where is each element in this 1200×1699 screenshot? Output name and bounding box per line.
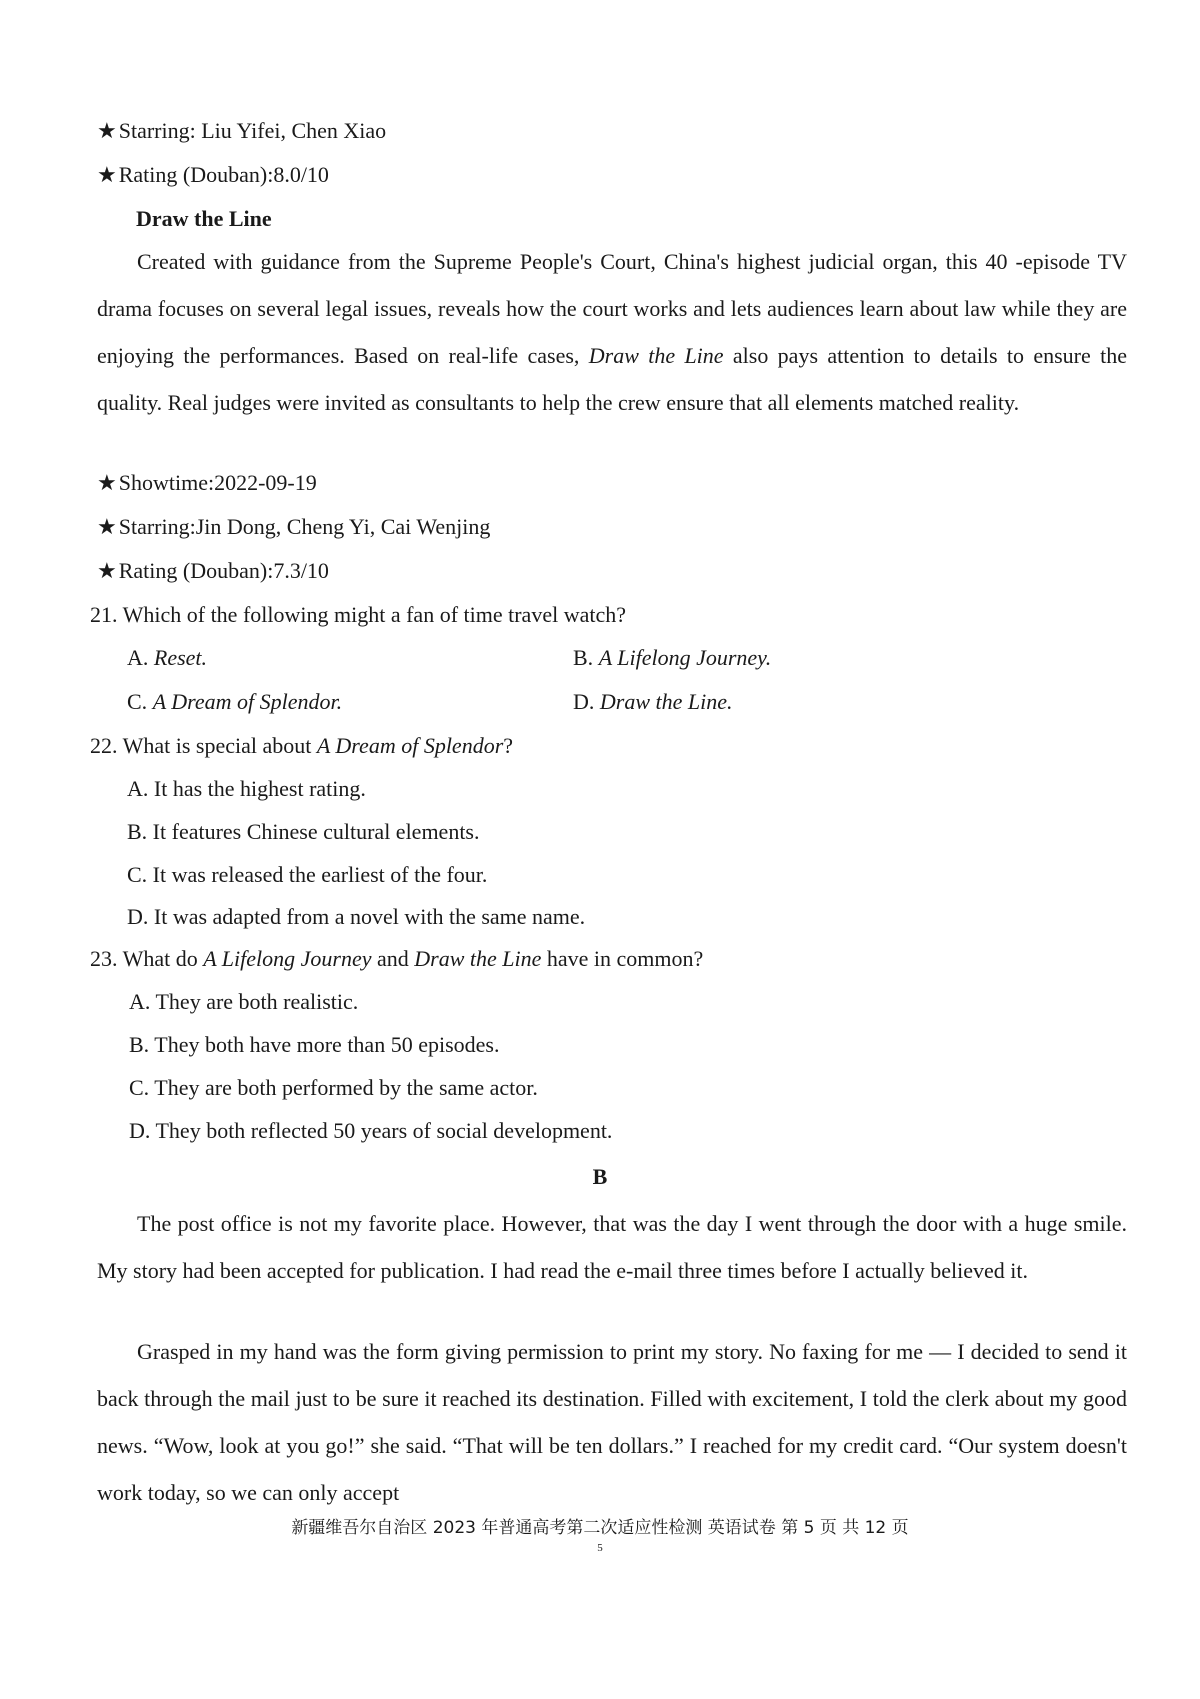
- question-22-option-a: A. It has the highest rating.: [127, 776, 366, 801]
- section-b-label: B: [592, 1164, 608, 1189]
- question-21-option-a: A. Reset.: [127, 645, 208, 670]
- question-21-option-c: C. A Dream of Splendor.: [127, 689, 343, 714]
- question-23-option-b: B. They both have more than 50 episodes.: [129, 1032, 500, 1057]
- question-23-option-c: C. They are both performed by the same actor.: [129, 1075, 538, 1100]
- draw-the-line-description: Created with guidance from the Supreme People's Court, China's highest judicial organ, this 40 -episode TV drama focuses on several legal issues, reveals how the court works and lets audiences learn about law while they are enjoying the performances. Based on real-life cases, Draw the Line also pays attention to details to ensure the quality. Real judges were invited as consultants to help the crew ensure that all elements matched reality.: [97, 249, 1127, 415]
- rating-line-2: ★ Rating (Douban):7.3/10: [97, 556, 1127, 586]
- question-21-option-d: D. Draw the Line.: [573, 689, 733, 714]
- section-title-draw-the-line: Draw the Line: [136, 206, 272, 231]
- question-21-option-b: B. A Lifelong Journey.: [573, 645, 772, 670]
- question-22-stem: 22. What is special about A Dream of Splendor?: [90, 733, 514, 758]
- page-footer: 新疆维吾尔自治区 2023 年普通高考第二次适应性检测 英语试卷 第 5 页 共 12 页: [291, 1518, 909, 1538]
- section-b-paragraph-2: Grasped in my hand was the form giving permission to print my story. No faxing for me — I decided to send it back through the mail just to be sure it reached its destination. Filled with excitement, I told the clerk about my good news. “Wow, look at you go!” she said. “That will be ten dollars.” I reached for my credit card. “Our system doesn't work today, so we can only accept: [97, 1339, 1127, 1505]
- question-22-option-c: C. It was released the earliest of the four.: [127, 862, 488, 887]
- starring-line-2: ★ Starring:Jin Dong, Cheng Yi, Cai Wenjing: [97, 512, 1127, 542]
- showtime-line: ★ Showtime:2022-09-19: [97, 468, 1127, 498]
- question-23-stem: 23. What do A Lifelong Journey and Draw the Line have in common?: [90, 946, 704, 971]
- question-22-option-b: B. It features Chinese cultural elements.: [127, 819, 480, 844]
- question-21-stem: 21. Which of the following might a fan of time travel watch?: [90, 602, 626, 627]
- section-b-paragraph-1: The post office is not my favorite place. However, that was the day I went through the door with a huge smile. My story had been accepted for publication. I had read the e-mail three times before I actually believed it.: [97, 1211, 1127, 1283]
- starring-line: ★ Starring: Liu Yifei, Chen Xiao: [97, 116, 1127, 146]
- question-22-option-d: D. It was adapted from a novel with the same name.: [127, 904, 586, 929]
- rating-line: ★ Rating (Douban):8.0/10: [97, 160, 1127, 190]
- question-23-option-a: A. They are both realistic.: [129, 989, 359, 1014]
- question-23-option-d: D. They both reflected 50 years of social development.: [129, 1118, 613, 1143]
- page-number: 5: [597, 1542, 603, 1554]
